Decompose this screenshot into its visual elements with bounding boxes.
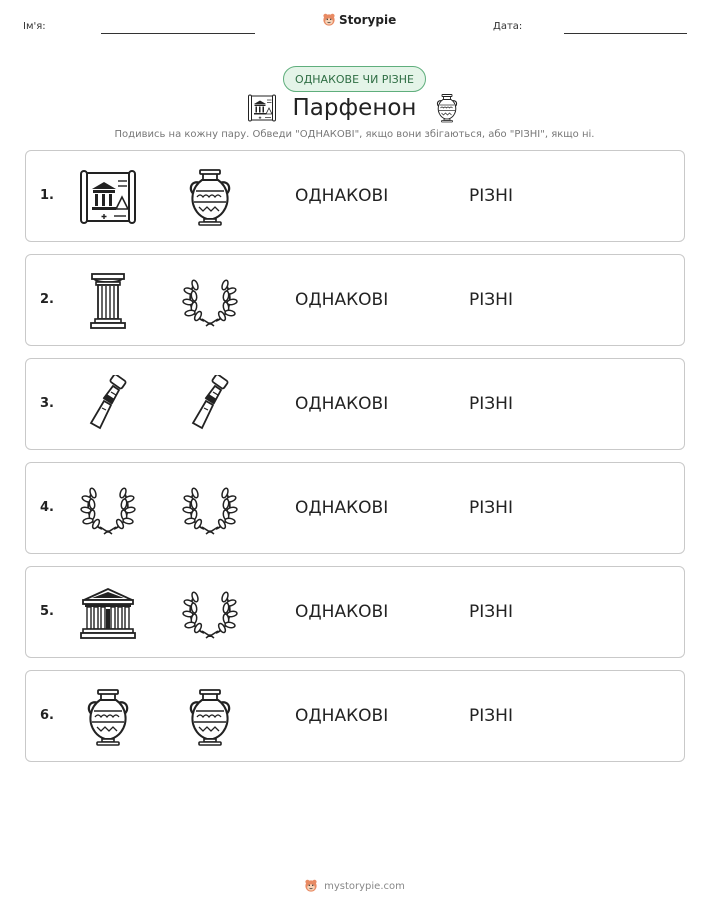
name-label: Ім'я: [23,21,46,32]
question-number: 4. [40,500,54,515]
storypie-mascot-icon [322,13,336,27]
same-option[interactable]: ОДНАКОВІ [295,602,389,622]
different-option[interactable]: РІЗНІ [469,394,513,414]
laurel-wreath-icon [180,583,240,643]
different-option[interactable]: РІЗНІ [469,602,513,622]
same-option[interactable]: ОДНАКОВІ [295,394,389,414]
name-line[interactable] [101,33,255,34]
instructions: Подивись на кожну пару. Обведи "ОДНАКОВІ", якщо вони збігаються, або "РІЗНІ", якщо ні. [114,129,595,140]
amphora-icon [78,687,138,747]
parthenon-temple-icon [78,583,138,643]
worksheet-type-badge: ОДНАКОВЕ ЧИ РІЗНЕ [283,66,426,92]
brand-name: Storypie [339,13,397,27]
column-icon [78,271,138,331]
laurel-wreath-icon [78,479,138,539]
storypie-mascot-icon [304,879,318,893]
page-title: Парфенон [292,95,417,121]
same-option[interactable]: ОДНАКОВІ [295,706,389,726]
chisel-icon [78,375,138,435]
chisel-icon [180,375,240,435]
different-option[interactable]: РІЗНІ [469,706,513,726]
question-number: 2. [40,292,54,307]
amphora-icon [432,93,462,123]
question-row-4 [25,462,685,554]
different-option[interactable]: РІЗНІ [469,498,513,518]
question-number: 6. [40,708,54,723]
different-option[interactable]: РІЗНІ [469,290,513,310]
laurel-wreath-icon [180,479,240,539]
amphora-icon [180,167,240,227]
date-label: Дата: [493,21,523,32]
footer-url[interactable]: mystorypie.com [324,880,405,892]
question-row-1 [25,150,685,242]
amphora-icon [180,687,240,747]
footer [0,879,709,893]
same-option[interactable]: ОДНАКОВІ [295,186,389,206]
same-option[interactable]: ОДНАКОВІ [295,498,389,518]
question-row-3 [25,358,685,450]
storypie-logo [322,13,396,27]
laurel-wreath-icon [180,271,240,331]
question-row-5 [25,566,685,658]
question-row-2 [25,254,685,346]
title-row [0,90,709,126]
blueprint-icon [78,167,138,227]
question-number: 5. [40,604,54,619]
question-row-6 [25,670,685,762]
blueprint-icon [247,93,277,123]
question-number: 3. [40,396,54,411]
question-number: 1. [40,188,54,203]
different-option[interactable]: РІЗНІ [469,186,513,206]
same-option[interactable]: ОДНАКОВІ [295,290,389,310]
date-line[interactable] [564,33,687,34]
